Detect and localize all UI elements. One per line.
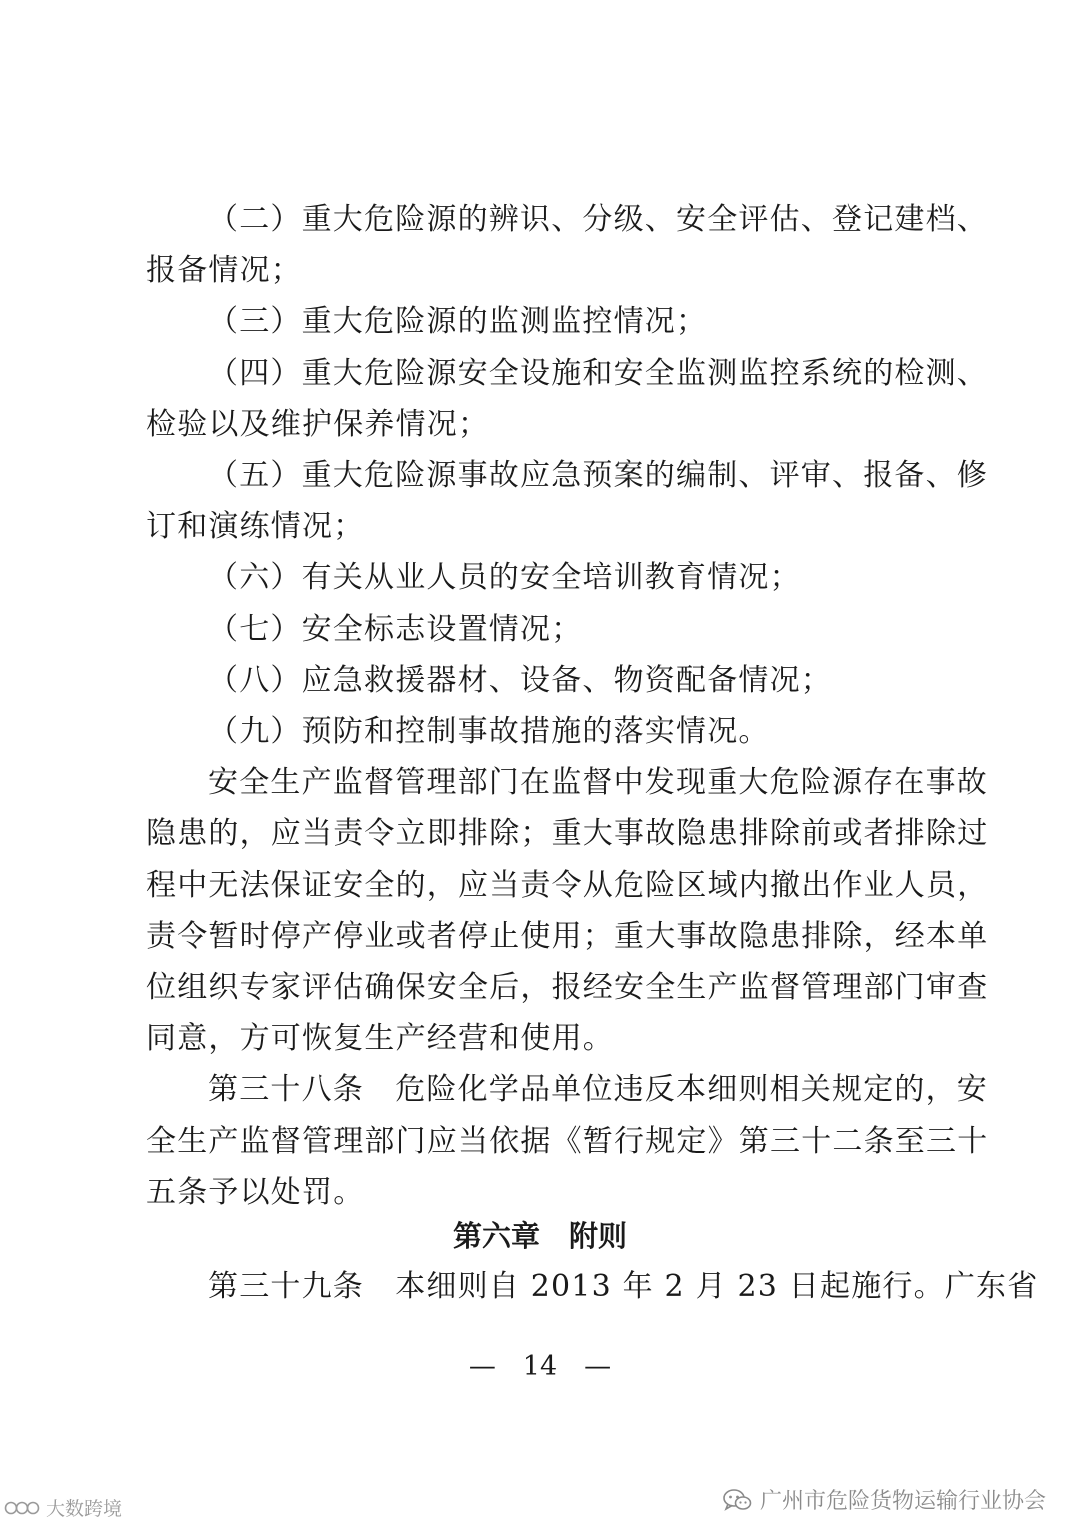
text-line: 隐患的，应当责令立即排除；重大事故隐患排除前或者排除过 <box>146 816 989 851</box>
text-line: （七）安全标志设置情况； <box>208 612 583 647</box>
text-line: （二）重大危险源的辨识、分级、安全评估、登记建档、 <box>208 202 988 237</box>
text-line: 检验以及维护保养情况； <box>146 407 490 442</box>
text-line: （八）应急救援器材、设备、物资配备情况； <box>208 663 832 698</box>
wechat-icon <box>722 1487 752 1513</box>
text-line: 程中无法保证安全的，应当责令从危险区域内撤出作业人员， <box>146 868 989 903</box>
text-line: 位组织专家评估确保安全后，报经安全生产监督管理部门审查 <box>146 970 989 1005</box>
wechat-account-watermark <box>722 1484 1046 1515</box>
chapter-heading: 第六章 附则 <box>452 1219 627 1253</box>
text-line: 同意，方可恢复生产经营和使用。 <box>146 1021 614 1056</box>
brand-watermark <box>4 1494 122 1521</box>
page-number: — 14 — <box>468 1351 612 1382</box>
brand-name: 大数跨境 <box>46 1498 123 1520</box>
text-line: 第三十八条 危险化学品单位违反本细则相关规定的，安 <box>208 1072 988 1107</box>
text-line: 五条予以处罚。 <box>146 1175 365 1210</box>
text-line: （四）重大危险源安全设施和安全监测监控系统的检测、 <box>208 356 988 391</box>
text-line: 报备情况； <box>146 253 302 288</box>
text-line: 安全生产监督管理部门在监督中发现重大危险源存在事故 <box>208 765 988 800</box>
brand-logo-icon <box>4 1497 42 1519</box>
wechat-account-name: 广州市危险货物运输行业协会 <box>759 1489 1046 1514</box>
text-line: （九）预防和控制事故措施的落实情况。 <box>208 714 770 749</box>
article-39-line: 第三十九条 本细则自 2013 年 2 月 23 日起施行。广东省 <box>208 1269 1039 1304</box>
text-line: （六）有关从业人员的安全培训教育情况； <box>208 560 801 595</box>
text-line: （三）重大危险源的监测监控情况； <box>208 304 708 339</box>
text-line: 责令暂时停产停业或者停止使用；重大事故隐患排除，经本单 <box>146 919 989 954</box>
text-line: 订和演练情况； <box>146 509 365 544</box>
text-line: 全生产监督管理部门应当依据《暂行规定》第三十二条至三十 <box>146 1124 989 1159</box>
text-line: （五）重大危险源事故应急预案的编制、评审、报备、修 <box>208 458 988 493</box>
